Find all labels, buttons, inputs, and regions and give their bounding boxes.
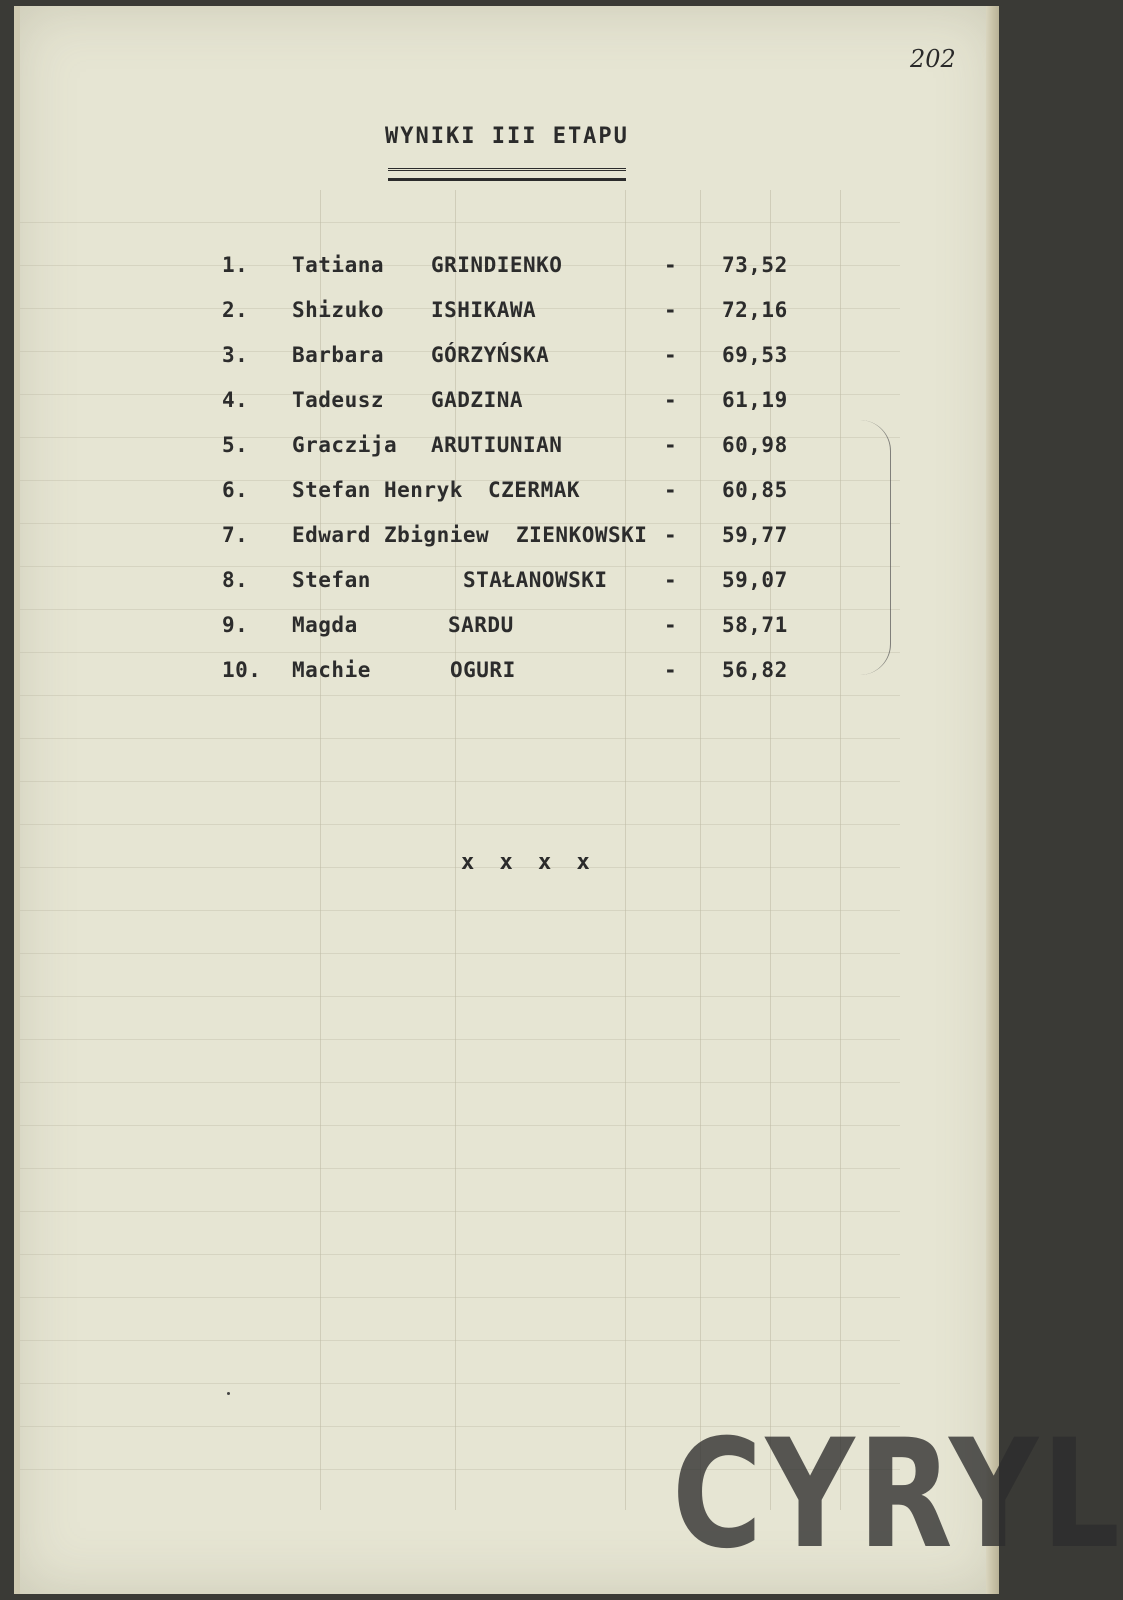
result-row	[0, 613, 900, 643]
rank: 3.	[222, 343, 249, 367]
dash: -	[664, 433, 678, 457]
rank: 1.	[222, 253, 249, 277]
first-name: Magda	[292, 613, 358, 637]
last-name: ARUTIUNIAN	[431, 433, 563, 457]
rank: 9.	[222, 613, 249, 637]
score: 72,16	[722, 298, 788, 322]
dash: -	[664, 523, 678, 547]
ink-speck	[227, 1392, 230, 1395]
result-row	[0, 478, 900, 508]
result-row	[0, 658, 900, 688]
first-name: Stefan	[292, 568, 371, 592]
result-row	[0, 568, 900, 598]
last-name: CZERMAK	[488, 478, 581, 502]
archive-watermark: CYRYL	[672, 1408, 1123, 1582]
result-row	[0, 253, 900, 283]
rank: 8.	[222, 568, 249, 592]
result-row	[0, 388, 900, 418]
rank: 5.	[222, 433, 249, 457]
dash: -	[664, 613, 678, 637]
dash: -	[664, 343, 678, 367]
last-name: GADZINA	[431, 388, 524, 412]
result-row	[0, 433, 900, 463]
result-row	[0, 343, 900, 373]
dash: -	[664, 568, 678, 592]
end-separator: x x x x	[461, 850, 596, 875]
score: 60,85	[722, 478, 788, 502]
last-name: SARDU	[448, 613, 514, 637]
rank: 10.	[222, 658, 262, 682]
first-name: Graczija	[292, 433, 398, 457]
last-name: ZIENKOWSKI	[516, 523, 648, 547]
rank: 6.	[222, 478, 249, 502]
score: 59,77	[722, 523, 788, 547]
dash: -	[664, 253, 678, 277]
page-right-edge	[986, 6, 999, 1594]
last-name: OGURI	[450, 658, 516, 682]
first-name: Tatiana	[292, 253, 385, 277]
first-name: Stefan Henryk	[292, 478, 463, 502]
first-name: Barbara	[292, 343, 385, 367]
dash: -	[664, 388, 678, 412]
title-underline	[388, 168, 626, 181]
rank: 2.	[222, 298, 249, 322]
first-name: Shizuko	[292, 298, 385, 322]
dash: -	[664, 298, 678, 322]
document-title: WYNIKI III ETAPU	[385, 124, 629, 149]
rank: 7.	[222, 523, 249, 547]
dash: -	[664, 478, 678, 502]
last-name: ISHIKAWA	[431, 298, 537, 322]
dash: -	[664, 658, 678, 682]
first-name: Machie	[292, 658, 371, 682]
score: 58,71	[722, 613, 788, 637]
page-number: 202	[910, 45, 956, 73]
score: 59,07	[722, 568, 788, 592]
first-name: Tadeusz	[292, 388, 385, 412]
last-name: GÓRZYŃSKA	[431, 343, 550, 367]
score: 60,98	[722, 433, 788, 457]
last-name: STAŁANOWSKI	[463, 568, 608, 592]
score: 56,82	[722, 658, 788, 682]
result-row	[0, 298, 900, 328]
score: 73,52	[722, 253, 788, 277]
bleed-through-table	[20, 180, 900, 1510]
score: 69,53	[722, 343, 788, 367]
score: 61,19	[722, 388, 788, 412]
first-name: Edward Zbigniew	[292, 523, 490, 547]
last-name: GRINDIENKO	[431, 253, 563, 277]
result-row	[0, 523, 900, 553]
rank: 4.	[222, 388, 249, 412]
